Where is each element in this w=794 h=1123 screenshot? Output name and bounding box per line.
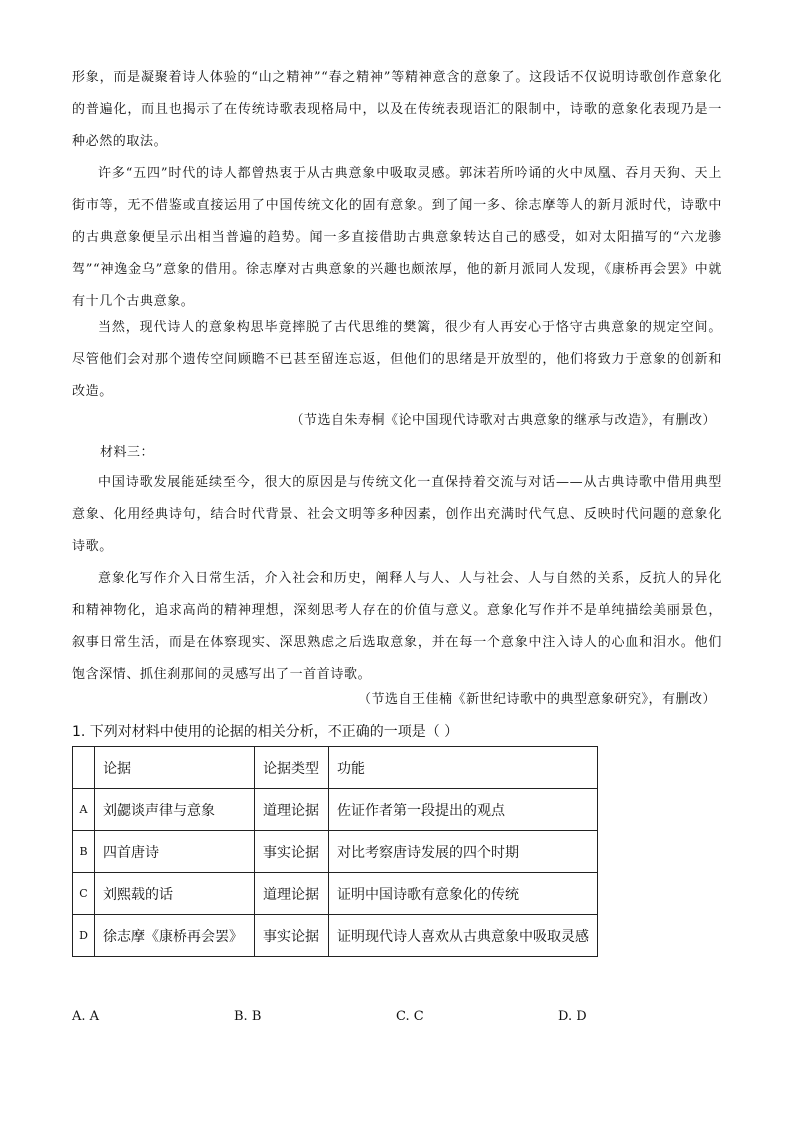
table-cell-evidence: 徐志摩《康桥再会罢》 <box>95 915 255 957</box>
table-header-cell <box>73 747 95 789</box>
table-cell-key: B <box>73 831 95 873</box>
table-cell-type: 事实论据 <box>255 915 329 957</box>
material-three-label: 材料三： <box>100 445 155 460</box>
source-citation-3: （节选自王佳楠《新世纪诗歌中的典型意象研究》，有删改） <box>357 692 716 707</box>
table-cell-type: 事实论据 <box>255 831 329 873</box>
table-cell-key: A <box>73 789 95 831</box>
evidence-analysis-table <box>72 746 598 957</box>
table-header-cell: 论据类型 <box>255 747 329 789</box>
source-citation-2: （节选自朱寿桐《论中国现代诗歌对古典意象的继承与改造》，有删改） <box>290 413 716 428</box>
table-header-cell: 论据 <box>95 747 255 789</box>
table-cell-function: 对比考察唐诗发展的四个时期 <box>329 831 598 873</box>
question-stem: 1. 下列对材料中使用的论据的相关分析，不正确的一项是（ ） <box>72 724 459 740</box>
table-cell-type: 道理论据 <box>255 873 329 915</box>
table-cell-type: 道理论据 <box>255 789 329 831</box>
table-cell-evidence: 刘熙载的话 <box>95 873 255 915</box>
table-header-row <box>73 747 598 789</box>
table-row <box>73 789 598 831</box>
option-d[interactable]: D. D <box>558 1009 587 1024</box>
passage-paragraph-1: 形象，而是凝聚着诗人体验的“山之精神”“春之精神”等精神意含的意象了。这段话不仅说明诗歌创作意象化的普遍化，而且也揭示了在传统诗歌表现格局中，以及在传统表现语汇的限制中，诗歌的意象化表现乃是一种必然的取法。 <box>72 70 722 149</box>
answer-options <box>72 1009 722 1029</box>
table-cell-function: 证明现代诗人喜欢从古典意象中吸取灵感 <box>329 915 598 957</box>
table-row <box>73 831 598 873</box>
table-cell-key: C <box>73 873 95 915</box>
passage-paragraph-5: 意象化写作介入日常生活，介入社会和历史，阐释人与人、人与社会、人与自然的关系，反抗人的异化和精神物化，追求高尚的精神理想，深刻思考人存在的价值与意义。意象化写作并不是单纯描绘美丽景色，叙事日常生活，而是在体察现实、深思熟虑之后选取意象，并在每一个意象中注入诗人的心血和泪水。他们饱含深情、抓住刹那间的灵感写出了一首首诗歌。 <box>72 571 722 682</box>
option-c[interactable]: C. C <box>396 1009 424 1024</box>
option-a[interactable]: A. A <box>72 1009 100 1024</box>
table-cell-function: 证明中国诗歌有意象化的传统 <box>329 873 598 915</box>
table-cell-evidence: 刘勰谈声律与意象 <box>95 789 255 831</box>
passage-paragraph-2: 许多“五四”时代的诗人都曾热衷于从古典意象中吸取灵感。郭沫若所吟诵的火中凤凰、吞月天狗、天上街市等，无不借鉴或直接运用了中国传统文化的固有意象。到了闻一多、徐志摩等人的新月派时代，诗歌中的古典意象便呈示出相当普遍的趋势。闻一多直接借助古典意象转达自己的感受，如对太阳描写的“六龙骖驾”“神逸金乌”意象的借用。徐志摩对古典意象的兴趣也颇浓厚，他的新月派同人发现，《康桥再会罢》中就有十几个古典意象。 <box>72 166 722 309</box>
table-cell-key: D <box>73 915 95 957</box>
table-header-cell: 功能 <box>329 747 598 789</box>
table-cell-evidence: 四首唐诗 <box>95 831 255 873</box>
table-row <box>73 873 598 915</box>
table-row <box>73 915 598 957</box>
option-b[interactable]: B. B <box>234 1009 262 1024</box>
passage-paragraph-3: 当然，现代诗人的意象构思毕竟摔脱了古代思维的樊篱，很少有人再安心于恪守古典意象的规定空间。尽管他们会对那个遗传空间顾瞻不已甚至留连忘返，但他们的思绪是开放型的，他们将致力于意象的创新和改造。 <box>72 320 722 399</box>
table-cell-function: 佐证作者第一段提出的观点 <box>329 789 598 831</box>
passage-paragraph-4: 中国诗歌发展能延续至今，很大的原因是与传统文化一直保持着交流与对话——从古典诗歌中借用典型意象、化用经典诗句，结合时代背景、社会文明等多种因素，创作出充满时代气息、反映时代问题的意象化诗歌。 <box>72 475 722 554</box>
